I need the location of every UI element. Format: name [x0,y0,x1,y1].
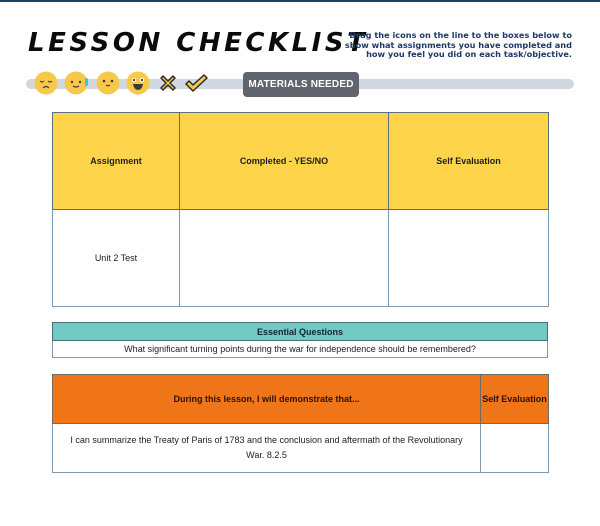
essential-question-text: What significant turning points during the war for independence should be remembered? [53,341,548,358]
self-evaluation-drop-cell[interactable] [389,210,549,307]
assignment-cell: Unit 2 Test [53,210,180,307]
table-header-row [53,375,549,424]
sad-face-icon[interactable] [34,71,58,95]
essential-questions-table [52,322,548,358]
check-mark-icon[interactable] [184,73,208,97]
page-title: LESSON CHECKLIST [28,28,369,58]
top-rule [0,0,600,2]
column-header-self-evaluation: Self Evaluation [481,375,549,424]
instructions-text: Drag the icons on the line to the boxes below to show what assignments you have completed and how you feel you did on each task/objective. [344,30,572,60]
nervous-face-icon[interactable] [64,71,88,95]
column-header-assignment: Assignment [53,113,180,210]
happy-face-icon[interactable] [126,71,150,95]
objective-cell: I can summarize the Treaty of Paris of 1783 and the conclusion and aftermath of the Revolutionary War. 8.2.5 [53,424,481,473]
column-header-objective: During this lesson, I will demonstrate that... [53,375,481,424]
column-header-self-evaluation: Self Evaluation [389,113,549,210]
completed-drop-cell[interactable] [180,210,389,307]
column-header-completed: Completed - YES/NO [180,113,389,210]
essential-questions-header: Essential Questions [53,323,548,341]
x-mark-icon[interactable] [158,73,182,97]
table-row [53,424,549,473]
materials-needed-button[interactable]: MATERIALS NEEDED [243,72,359,97]
table-row [53,210,549,307]
table-header-row [53,113,549,210]
neutral-face-icon[interactable] [96,71,120,95]
objectives-table [52,374,549,473]
self-evaluation-drop-cell[interactable] [481,424,549,473]
assignments-table [52,112,549,307]
